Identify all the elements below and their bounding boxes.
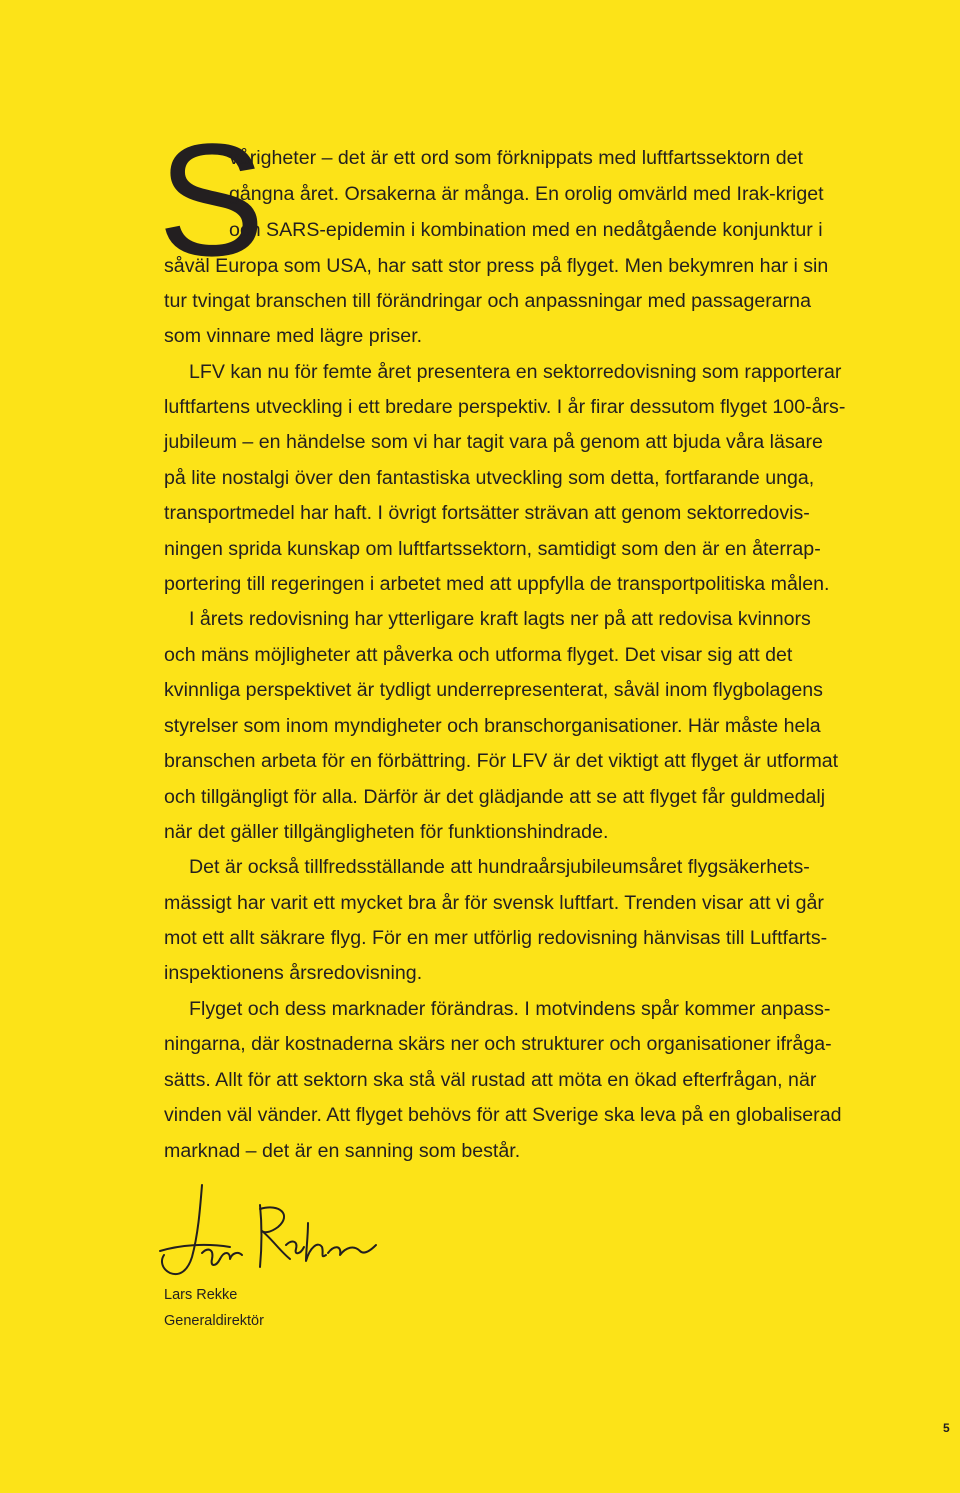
body-line: sätts. Allt för att sektorn ska stå väl rustad att möta en ökad efterfrågan, när	[164, 1069, 817, 1091]
body-line: Flyget och dess marknader förändras. I motvindens spår kommer anpass-	[189, 998, 831, 1020]
body-line: när det gäller tillgängligheten för funktionshindrade.	[164, 821, 609, 843]
body-line: branschen arbeta för en förbättring. För LFV är det viktigt att flyget är utformat	[164, 750, 839, 772]
body-line: jubileum – en händelse som vi har tagit vara på genom att bjuda våra läsare	[164, 431, 823, 453]
body-line: mässigt har varit ett mycket bra år för svensk luftfart. Trenden visar att vi går	[164, 892, 824, 914]
handwritten-signature	[150, 1175, 400, 1285]
body-line: och mäns möjligheter att påverka och utforma flyget. Det visar sig att det	[164, 644, 793, 666]
signatory-title: Generaldirektör	[164, 1313, 264, 1329]
body-line: marknad – det är en sanning som består.	[164, 1140, 521, 1162]
body-line: på lite nostalgi över den fantastiska utveckling som detta, fortfarande unga,	[164, 467, 815, 489]
body-line: gångna året. Orsakerna är många. En orolig omvärld med Irak-kriget	[229, 183, 824, 205]
body-line: Det är också tillfredsställande att hundraårsjubileumsåret flygsäkerhets-	[189, 856, 810, 878]
signatory-name: Lars Rekke	[164, 1287, 238, 1303]
body-line: LFV kan nu för femte året presentera en sektorredovisning som rapporterar	[189, 361, 842, 383]
body-line: mot ett allt säkrare flyg. För en mer utförlig redovisning hänvisas till Luftfarts-	[164, 927, 828, 949]
body-line: såväl Europa som USA, har satt stor press på flyget. Men bekymren har i sin	[164, 255, 829, 277]
drop-cap: S	[158, 110, 265, 289]
body-line: I årets redovisning har ytterligare kraft lagts ner på att redovisa kvinnors	[189, 608, 811, 630]
body-line: och tillgängligt för alla. Därför är det glädjande att se att flyget får guldmedalj	[164, 786, 826, 808]
body-line: inspektionens årsredovisning.	[164, 962, 423, 984]
body-line: ningen sprida kunskap om luftfartssektorn, samtidigt som den är en återrap-	[164, 538, 821, 560]
body-line: tur tvingat branschen till förändringar och anpassningar med passagerarna	[164, 290, 811, 312]
body-line: luftfartens utveckling i ett bredare perspektiv. I år firar dessutom flyget 100-års-	[164, 396, 846, 418]
page-number: 5	[943, 1421, 950, 1435]
body-line: ningarna, där kostnaderna skärs ner och strukturer och organisationer ifråga-	[164, 1033, 832, 1055]
body-line: styrelser som inom myndigheter och branschorganisationer. Här måste hela	[164, 715, 821, 737]
body-line: transportmedel har haft. I övrigt fortsätter strävan att genom sektorredovis-	[164, 502, 810, 524]
body-line: vårigheter – det är ett ord som förknippats med luftfartssektorn det	[229, 147, 803, 169]
body-line: som vinnare med lägre priser.	[164, 325, 423, 347]
body-line: portering till regeringen i arbetet med att uppfylla de transportpolitiska målen.	[164, 573, 830, 595]
body-line: och SARS-epidemin i kombination med en nedåtgående konjunktur i	[229, 219, 823, 241]
body-line: vinden väl vänder. Att flyget behövs för att Sverige ska leva på en globaliserad	[164, 1104, 842, 1126]
body-line: kvinnliga perspektivet är tydligt underrepresenterat, såväl inom flygbolagens	[164, 679, 823, 701]
